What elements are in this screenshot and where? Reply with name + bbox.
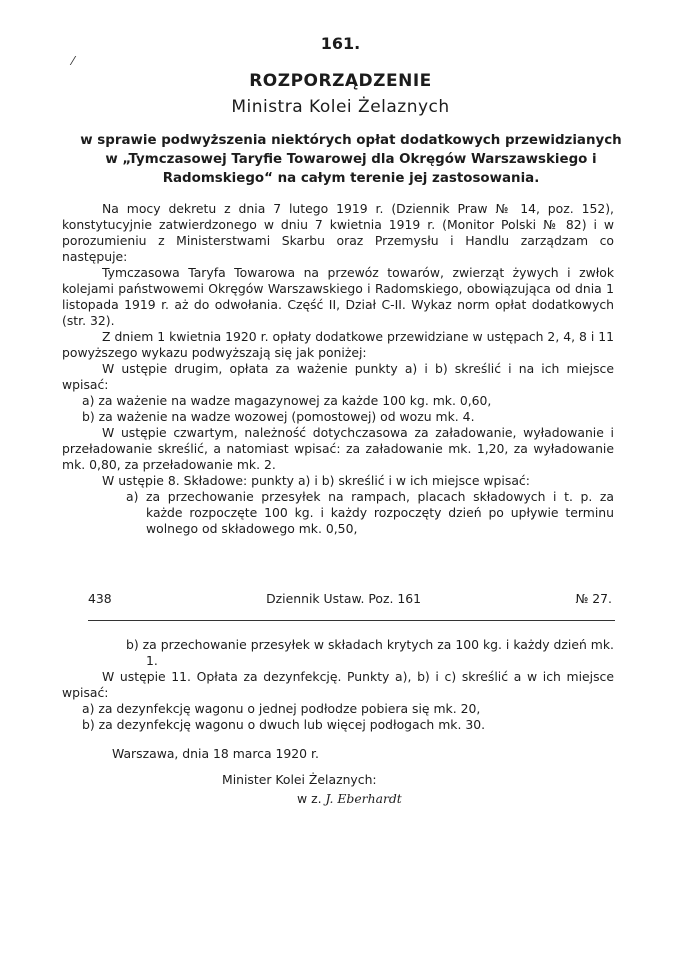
- item-disinfection-a: a) za dezynfekcję wagonu o jednej podłodze pobiera się mk. 20,: [82, 701, 481, 716]
- paragraph-decree: Na mocy dekretu z dnia 7 lutego 1919 r. (Dziennik Praw № 14, poz. 152), konstytucyjnie zatwierdzonego w dniu 7 kwietnia 1919 r. (Monitor Polski № 82) i w porozumieniu z Ministerstwami Skarbu oraz Przemysłu i Handlu zarządzam co następuje:: [62, 201, 614, 264]
- item-weighing-b: b) za ważenie na wadze wozowej (pomostowej) od wozu mk. 4.: [82, 409, 475, 424]
- continued-text: [62, 637, 614, 733]
- ink-mark: ⁄: [72, 54, 75, 68]
- signature-line: [297, 791, 402, 806]
- footer-issue: № 27.: [575, 591, 612, 606]
- document-subject: w sprawie podwyższenia niektórych opłat dodatkowych przewidzianych w „Tymczasowej Taryfie Towarowej dla Okręgów Warszawskiego i Radomskiego“ na całym terenie jej zastosowania.: [80, 133, 622, 186]
- paragraph-increase: Z dniem 1 kwietnia 1920 r. opłaty dodatkowe przewidziane w ustępach 2, 4, 8 i 11 powyższego wykazu podwyższają się jak poniżej:: [62, 329, 614, 360]
- footer-journal: Dziennik Ustaw. Poz. 161: [266, 591, 421, 606]
- main-text: [62, 201, 614, 537]
- paragraph-tariff: Tymczasowa Taryfa Towarowa na przewóz towarów, zwierząt żywych i zwłok kolejami państwowemi Okręgów Warszawskiego i Radomskiego, obowiązująca od dnia 1 listopada 1919 r. aż do odwołania. Część II, Dział C-II. Wykaz norm opłat dodatkowych (str. 32).: [62, 265, 614, 328]
- paragraph-storage: W ustępie 8. Składowe: punkty a) i b) skreślić i w ich miejsce wpisać:: [102, 473, 530, 488]
- item-storage-a: a) za przechowanie przesyłek na rampach, placach składowych i t. p. za każde rozpoczęte 100 kg. i każdy rozpoczęty dzień po upływie terminu wolnego od składowego mk. 0,50,: [126, 489, 614, 536]
- page-footer: [88, 591, 612, 606]
- signature-name: J. Eberhardt: [325, 791, 402, 806]
- signature-prefix: w z.: [297, 791, 322, 806]
- closing-date: Warszawa, dnia 18 marca 1920 r.: [112, 746, 319, 761]
- footer-divider: [88, 620, 615, 621]
- paragraph-disinfection: W ustępie 11. Opłata za dezynfekcję. Punkty a), b) i c) skreślić a w ich miejsce wpisać:: [62, 669, 614, 700]
- paragraph-loading: W ustępie czwartym, należność dotychczasowa za załadowanie, wyładowanie i przeładowanie skreślić, a natomiast wpisać: za załadowanie mk. 1,20, za wyładowanie mk. 0,80, za przeładowanie mk. 2.: [62, 425, 614, 472]
- document-subtitle: Ministra Kolei Żelaznych: [231, 97, 450, 117]
- page-number: 161.: [320, 34, 361, 53]
- item-disinfection-b: b) za dezynfekcję wagonu o dwuch lub więcej podłogach mk. 30.: [82, 717, 486, 732]
- item-weighing-a: a) za ważenie na wadze magazynowej za każde 100 kg. mk. 0,60,: [82, 393, 492, 408]
- signatory-role: Minister Kolei Żelaznych:: [222, 772, 377, 787]
- document-title: ROZPORZĄDZENIE: [249, 71, 432, 91]
- item-storage-b: b) za przechowanie przesyłek w składach krytych za 100 kg. i każdy dzień mk. 1.: [126, 637, 614, 668]
- paragraph-weighing: W ustępie drugim, opłata za ważenie punkty a) i b) skreślić i na ich miejsce wpisać:: [62, 361, 614, 392]
- footer-page-number: 438: [88, 591, 112, 606]
